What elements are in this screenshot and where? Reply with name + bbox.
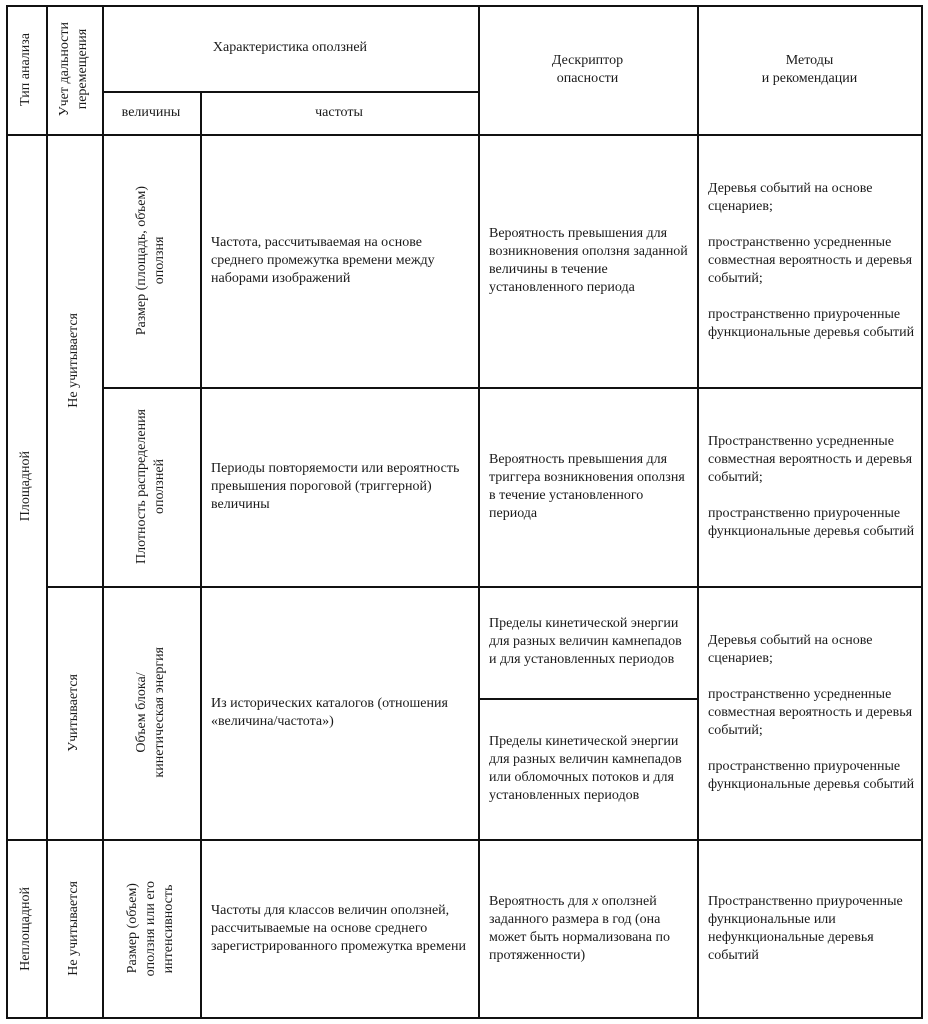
divider-col2	[102, 5, 104, 1019]
row4-method-1: Пространственно приуроченные функциональные или нефункциональные деревья событий	[708, 893, 903, 963]
header-methods	[697, 5, 922, 134]
row4-methods	[697, 839, 922, 1018]
header-analysis-type	[6, 5, 46, 134]
row2-descriptor-text: Вероятность превышения для триггера возникновения оползня в течение установленного периода	[489, 451, 685, 521]
row4-magnitude	[102, 839, 200, 1018]
divider-header-bottom	[6, 134, 923, 136]
border-right	[921, 5, 923, 1019]
row2-descriptor	[478, 387, 697, 586]
divider-col4	[478, 5, 480, 1019]
header-frequency-text: частоты	[315, 104, 363, 120]
header-landslide-characteristics-text: Характеристика оползней	[212, 40, 368, 55]
divider-row3-descriptor	[478, 698, 697, 700]
row1-magnitude	[102, 134, 200, 387]
row4-descriptor-var: x	[591, 893, 599, 909]
row3-descriptor-a-text: Пределы кинетической энергии для разных величин камнепадов и для установленных периодов	[489, 616, 682, 667]
header-magnitude-text: величины	[121, 104, 181, 120]
row4-descriptor-post: оползней заданного размера в год (она может быть нормализована по протяженности)	[489, 893, 671, 963]
divider-col1	[46, 5, 48, 1019]
row4-descriptor-text	[489, 893, 691, 965]
row2-magnitude	[102, 387, 200, 586]
row3-magnitude-text: Объем блока/ кинетическая энергия	[134, 647, 167, 778]
header-analysis-type-text: Тип анализа	[18, 33, 33, 106]
row3-magnitude	[102, 586, 200, 839]
header-frequency	[200, 91, 478, 134]
row3-method-3: пространственно приуроченные функциональные деревья событий	[708, 758, 915, 792]
header-hazard-descriptor-text: Дескриптор опасности	[551, 52, 624, 86]
row3-method-1: Деревья событий на основе сценариев;	[708, 632, 873, 666]
analysis-type-areal-text: Площадной	[18, 451, 33, 522]
divider-row1	[102, 387, 923, 389]
header-hazard-descriptor	[478, 5, 697, 134]
row4-descriptor-pre: Вероятность для	[489, 893, 592, 909]
header-landslide-characteristics	[102, 5, 478, 91]
border-left	[6, 5, 8, 1019]
header-methods-text: Методы и рекомендации	[761, 52, 858, 86]
displacement-not-considered-text: Не учитывается	[66, 312, 81, 408]
displacement-considered	[46, 586, 102, 839]
border-top	[6, 5, 923, 7]
divider-col3	[200, 91, 202, 1019]
divider-row2	[46, 586, 923, 588]
row2-frequency-text: Периоды повторяемости или вероятность превышения пороговой (триггерной) величины	[211, 460, 460, 512]
displacement-considered-text: Учитывается	[66, 673, 81, 752]
row1-descriptor-text: Вероятность превышения для возникновения оползня заданной величины в течение установленного периода	[489, 225, 688, 295]
border-bottom	[6, 1017, 923, 1019]
row1-methods	[697, 134, 922, 387]
displacement-not-considered	[46, 134, 102, 586]
displacement-not-considered-2	[46, 839, 102, 1018]
row4-frequency	[200, 839, 478, 1018]
divider-header-sub	[102, 91, 478, 93]
row2-magnitude-text: Плотность распределения оползней	[134, 409, 167, 564]
row2-method-1: Пространственно усредненные совместная вероятность и деревья событий;	[708, 433, 913, 485]
row3-frequency	[200, 586, 478, 839]
row1-frequency	[200, 134, 478, 387]
divider-col5	[697, 5, 699, 1019]
analysis-type-non-areal	[6, 839, 46, 1018]
analysis-type-areal	[6, 134, 46, 839]
displacement-not-considered-2-text: Не учитывается	[66, 881, 81, 976]
row1-method-2: пространственно усредненные совместная вероятность и деревья событий;	[708, 234, 913, 286]
row1-magnitude-text: Размер (площадь, объем) оползня	[134, 185, 167, 336]
row3-method-2: пространственно усредненные совместная вероятность и деревья событий;	[708, 686, 913, 738]
row4-frequency-text: Частоты для классов величин оползней, рассчитываемые на основе среднего зарегистрированного промежутка времени	[211, 902, 466, 954]
row1-method-3: пространственно приуроченные функциональные деревья событий	[708, 306, 915, 340]
row3-methods	[697, 586, 922, 839]
row4-magnitude-text: Размер (объем) оползня или его интенсивность	[125, 880, 176, 977]
row3-descriptor-b-text: Пределы кинетической энергии для разных величин камнепадов или обломочных потоков и для установленных периодов	[489, 733, 682, 803]
analysis-type-non-areal-text: Неплощадной	[18, 886, 33, 971]
row3-descriptor-b	[478, 698, 697, 839]
row3-frequency-text: Из исторических каталогов (отношения «величина/частота»)	[211, 695, 448, 729]
row1-method-1: Деревья событий на основе сценариев;	[708, 180, 873, 214]
row2-frequency	[200, 387, 478, 586]
row1-descriptor	[478, 134, 697, 387]
header-displacement	[46, 5, 102, 134]
row4-descriptor	[478, 839, 697, 1018]
row3-descriptor-a	[478, 586, 697, 698]
header-displacement-text: Учет дальности перемещения	[57, 22, 90, 117]
row2-method-2: пространственно приуроченные функциональные деревья событий	[708, 505, 915, 539]
divider-row3	[6, 839, 923, 841]
row1-frequency-text: Частота, рассчитываемая на основе среднего промежутка времени между наборами изображений	[211, 234, 435, 286]
header-magnitude	[102, 91, 200, 134]
row2-methods	[697, 387, 922, 586]
